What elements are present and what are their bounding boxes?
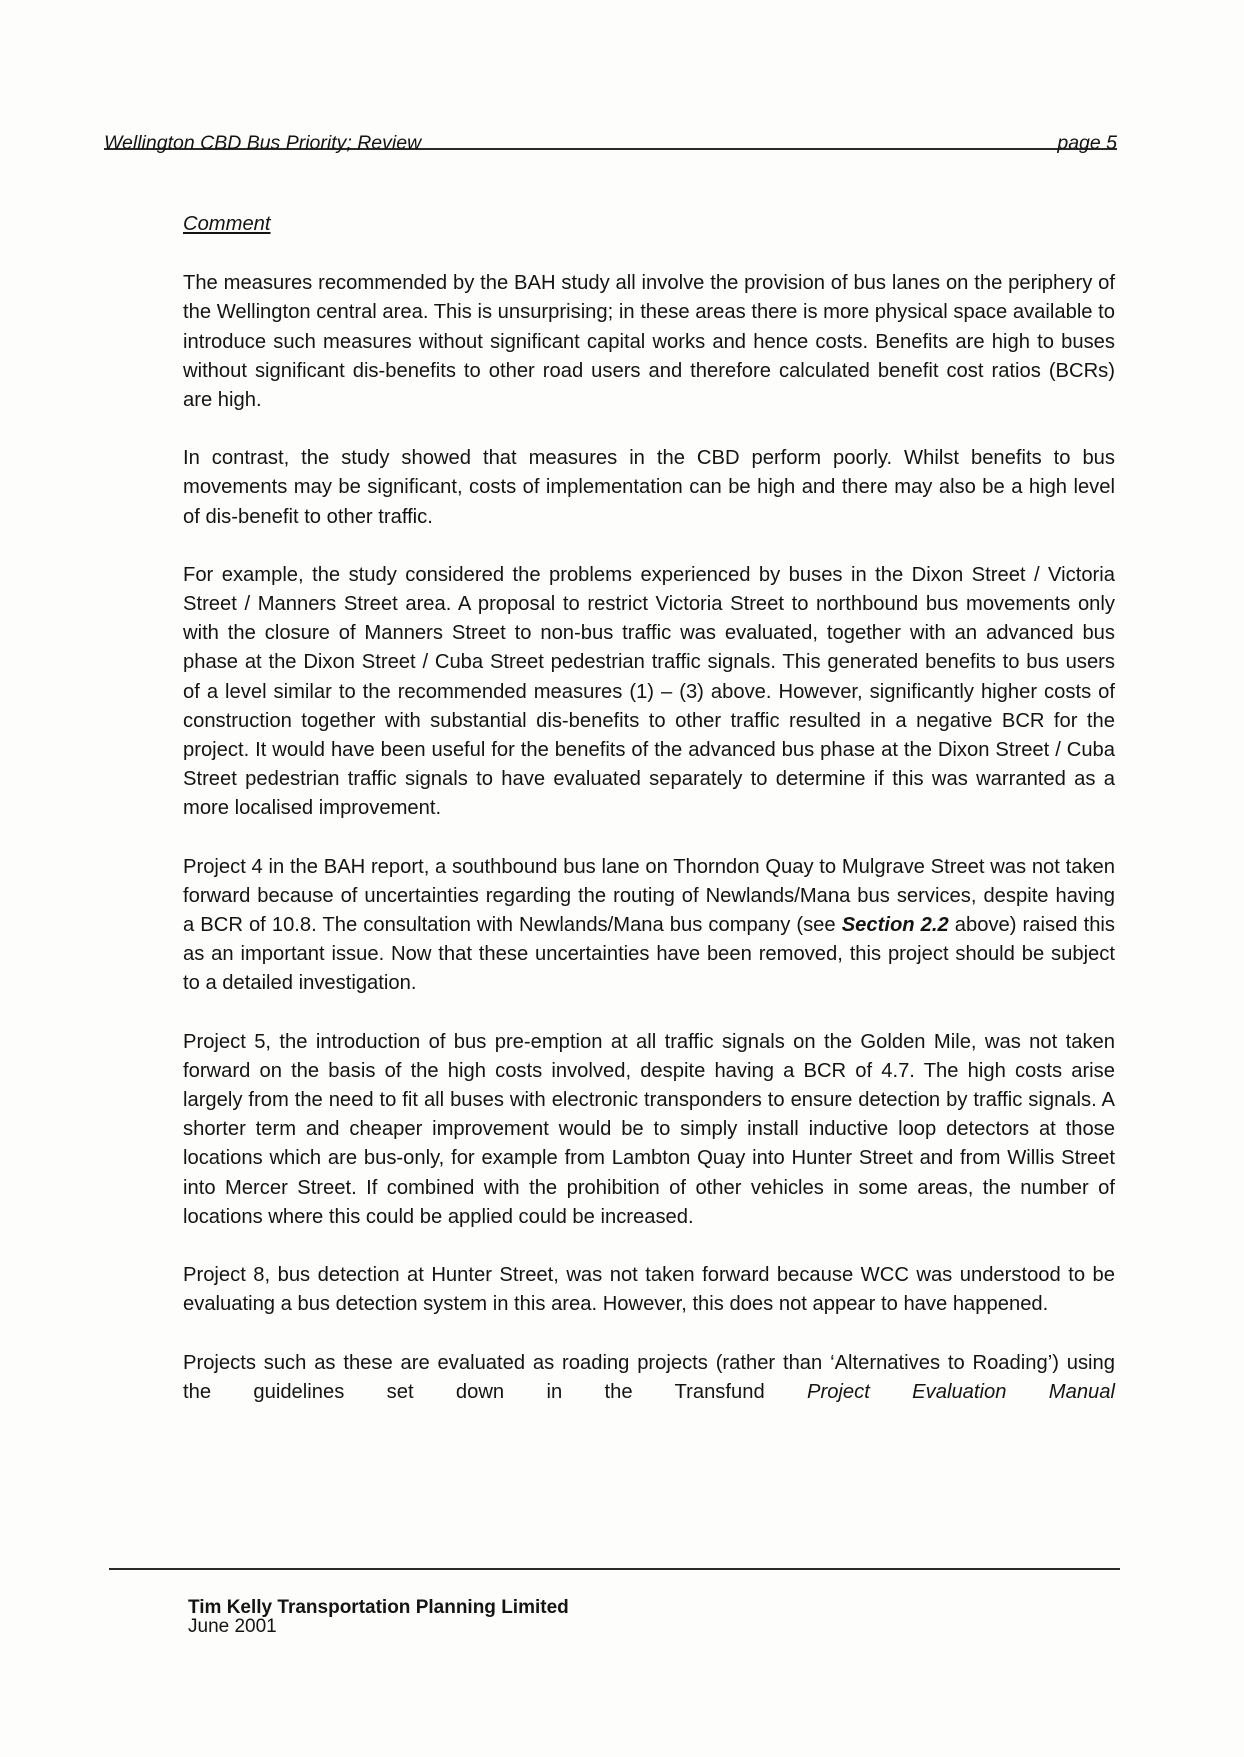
footer-divider — [109, 1568, 1120, 1570]
section-reference: Section 2.2 — [841, 914, 949, 937]
footer-date: June 2001 — [188, 1616, 277, 1637]
manual-title: Project Evaluation Manual — [807, 1380, 1115, 1403]
footer-company: Tim Kelly Transportation Planning Limited — [188, 1597, 569, 1618]
page-number: page 5 — [1057, 132, 1117, 154]
document-title: Wellington CBD Bus Priority; Review — [104, 132, 422, 154]
paragraph-project-4 — [183, 853, 1115, 999]
paragraph-text: above) raised this as an important issue. Now that these uncertainties have been removed, this project should be subject to a detailed investigation. — [183, 914, 1115, 995]
paragraph-cbd-contrast: In contrast, the study showed that measures in the CBD perform poorly. Whilst benefits to bus movements may be significant, costs of implementation can be high and there may also be a high level of dis-benefit to other traffic. — [183, 447, 1115, 528]
page-header — [104, 118, 1117, 154]
paragraph-evaluation — [183, 1349, 1115, 1407]
section-heading: Comment — [183, 213, 271, 235]
paragraph-project-5: Project 5, the introduction of bus pre-emption at all traffic signals on the Golden Mile, was not taken forward on the basis of the high costs involved, despite having a BCR of 4.7. The high costs arise largely from the need to fit all buses with electronic transponders to ensure detection by traffic signals. A shorter term and cheaper improvement would be to simply install inductive loop detectors at those locations which are bus-only, for example from Lambton Quay into Hunter Street and from Willis Street into Mercer Street. If combined with the prohibition of other vehicles in some areas, the number of locations where this could be applied could be increased. — [183, 1030, 1115, 1228]
paragraph-text: Projects such as these are evaluated as roading projects (rather than ‘Alternatives to Roading’) using the guidelines set down in the Transfund — [183, 1351, 1115, 1403]
paragraph-bah-measures: The measures recommended by the BAH study all involve the provision of bus lanes on the periphery of the Wellington central area. This is unsurprising; in these areas there is more physical space available to introduce such measures without significant capital works and hence costs. Benefits are high to buses without significant dis-benefits to other road users and therefore calculated benefit cost ratios (BCRs) are high. — [183, 272, 1115, 412]
paragraph-text: Project 4 in the BAH report, a southbound bus lane on Thorndon Quay to Mulgrave Street was not taken forward because of uncertainties regarding the routing of Newlands/Mana bus services, despite having a BCR of 10.8. The consultation with Newlands/Mana bus company (see — [183, 855, 1115, 937]
paragraph-dixon-example: For example, the study considered the problems experienced by buses in the Dixon Street / Victoria Street / Manners Street area. A proposal to restrict Victoria Street to northbound bus movements only with the closure of Manners Street to non-bus traffic was evaluated, together with an advanced bus phase at the Dixon Street / Cuba Street pedestrian traffic signals. This generated benefits to bus users of a level similar to the recommended measures (1) – (3) above. However, significantly higher costs of construction together with substantial dis-benefits to other traffic resulted in a negative BCR for the project. It would have been useful for the benefits of the advanced bus phase at the Dixon Street / Cuba Street pedestrian traffic signals to have evaluated separately to determine if this was warranted as a more localised improvement. — [183, 563, 1115, 820]
paragraph-project-8: Project 8, bus detection at Hunter Street, was not taken forward because WCC was understood to be evaluating a bus detection system in this area. However, this does not appear to have happened. — [183, 1264, 1115, 1316]
page-footer — [188, 1598, 569, 1636]
document-body — [183, 210, 1115, 1436]
